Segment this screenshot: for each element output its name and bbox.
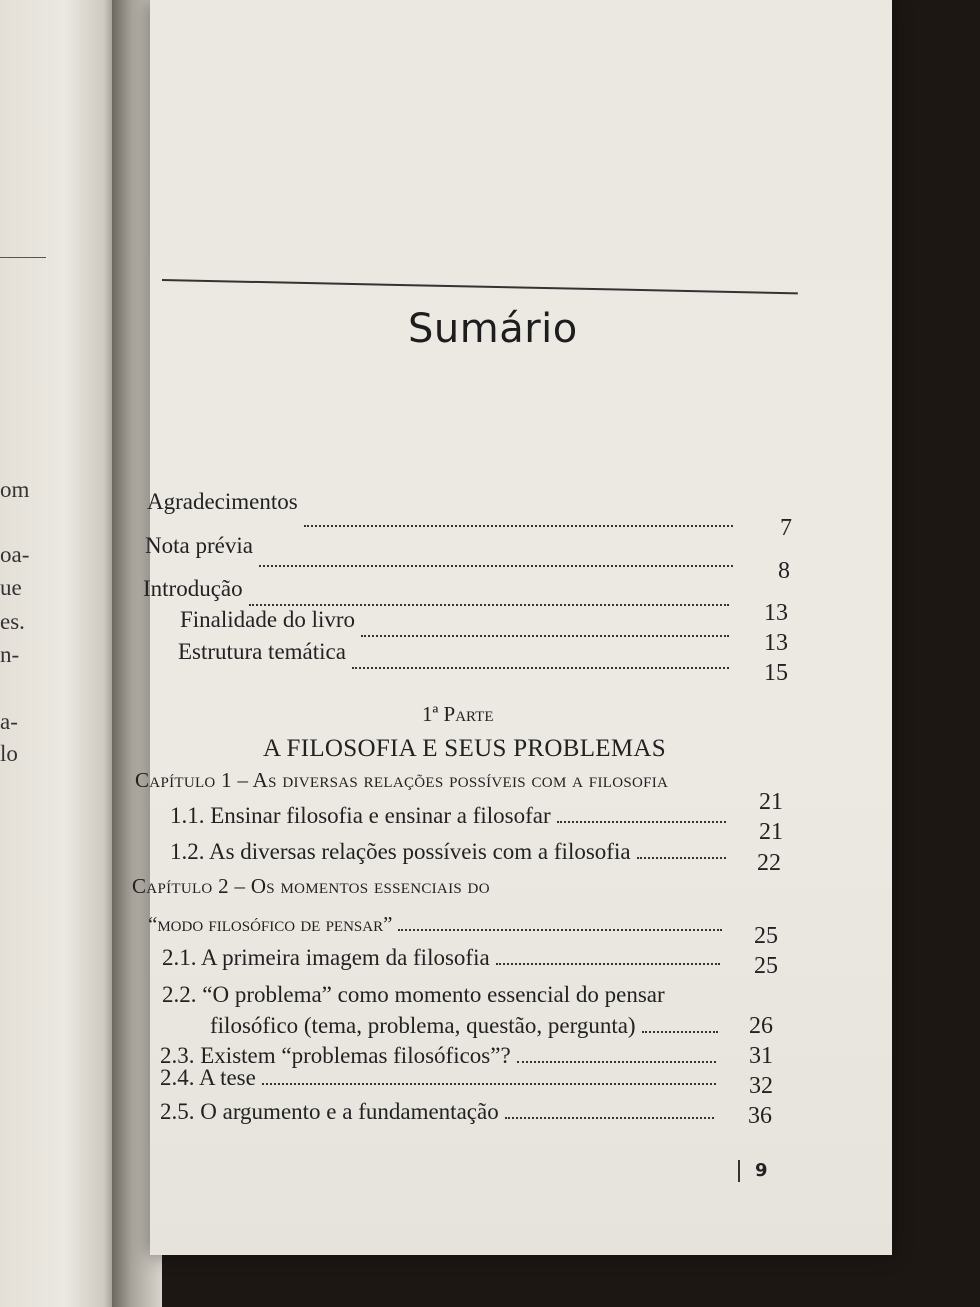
toc-section-label: 2.1. A primeira imagem da filosofia <box>162 945 490 970</box>
toc-entry-label: Estrutura temática <box>178 639 346 664</box>
left-text-fragment: om <box>0 477 30 502</box>
chapter-title: Capítulo 2 – Os momentos essenciais do <box>132 874 490 898</box>
toc-section-label: 2.3. Existem “problemas filosóficos”? <box>160 1043 511 1068</box>
toc-section-label: 2.2. “O problema” como momento essencial do pensar <box>162 982 665 1007</box>
dot-leader <box>304 524 733 527</box>
toc-entry <box>178 640 733 663</box>
left-text-fragment: n- <box>0 642 20 667</box>
toc-section-label: filosófico (tema, problema, questão, pergunta) <box>210 1013 636 1038</box>
dot-leader <box>398 928 722 931</box>
toc-section-page: 32 <box>749 1073 773 1099</box>
dot-leader <box>352 666 729 669</box>
toc-section-label: 2.5. O argumento e a fundamentação <box>160 1099 499 1124</box>
toc-entry <box>145 534 737 557</box>
toc-section-page: 31 <box>749 1043 773 1069</box>
dot-leader <box>259 564 733 567</box>
toc-section-label: 1.1. Ensinar filosofia e ensinar a filosofar <box>170 803 551 828</box>
toc-section <box>162 946 724 969</box>
toc-section-page: 36 <box>748 1103 772 1129</box>
toc-entry-label: Finalidade do livro <box>180 607 356 632</box>
left-text-fragment: a- <box>0 709 18 734</box>
part-number: 1ª Parte <box>422 702 494 726</box>
toc-entry <box>180 608 733 631</box>
toc-section <box>160 1044 720 1067</box>
left-text-fragment: ue <box>0 575 22 600</box>
toc-section <box>170 840 730 863</box>
page-title: Sumário <box>408 306 578 352</box>
toc-section <box>160 1100 718 1123</box>
toc-section-page: 26 <box>749 1013 773 1039</box>
dot-leader <box>637 856 726 859</box>
left-text-fragment: lo <box>0 741 18 766</box>
dot-leader <box>642 1030 718 1033</box>
left-page-rule <box>0 257 46 258</box>
toc-section-cont <box>210 1014 722 1037</box>
toc-entry-page: 13 <box>764 600 788 626</box>
toc-section <box>170 804 730 827</box>
dot-leader <box>496 962 720 965</box>
toc-section-label: 2.4. A tese <box>160 1065 256 1090</box>
toc-page <box>132 0 892 1255</box>
toc-section-page: 22 <box>757 850 781 876</box>
dot-leader <box>557 820 726 823</box>
toc-section-label: 1.2. As diversas relações possíveis com a filosofia <box>170 839 631 864</box>
header-rule <box>162 279 798 294</box>
toc-entry-page: 8 <box>778 558 790 584</box>
chapter-title-cont: “modo filosófico de pensar” <box>148 912 393 936</box>
left-text-fragment: oa- <box>0 542 30 567</box>
dot-leader <box>517 1060 716 1063</box>
toc-section <box>162 983 742 1006</box>
toc-entry-page: 13 <box>764 630 788 656</box>
toc-entry-label: Introdução <box>143 576 243 601</box>
dot-leader <box>505 1116 714 1119</box>
toc-entry-page: 7 <box>780 515 792 541</box>
dot-leader <box>361 634 729 637</box>
chapter-page: 21 <box>759 789 783 815</box>
toc-section-page: 25 <box>754 953 778 979</box>
toc-entry <box>147 490 737 513</box>
toc-section-page: 21 <box>759 819 783 845</box>
left-text-fragment: es. <box>0 609 25 634</box>
left-page <box>0 0 118 1307</box>
toc-entry-label: Nota prévia <box>145 533 253 558</box>
dot-leader <box>249 603 729 606</box>
folio-divider <box>738 1160 740 1182</box>
chapter-page: 25 <box>754 923 778 949</box>
page-number: 9 <box>755 1160 768 1181</box>
part-title: A FILOSOFIA E SEUS PROBLEMAS <box>263 735 666 762</box>
toc-entry <box>143 577 733 600</box>
toc-entry-label: Agradecimentos <box>147 489 298 514</box>
dot-leader <box>262 1082 716 1085</box>
chapter-title-line <box>148 914 726 935</box>
toc-section <box>160 1066 720 1089</box>
chapter-title: Capítulo 1 – As diversas relações possíveis com a filosofia <box>135 768 669 792</box>
toc-entry-page: 15 <box>764 660 788 686</box>
